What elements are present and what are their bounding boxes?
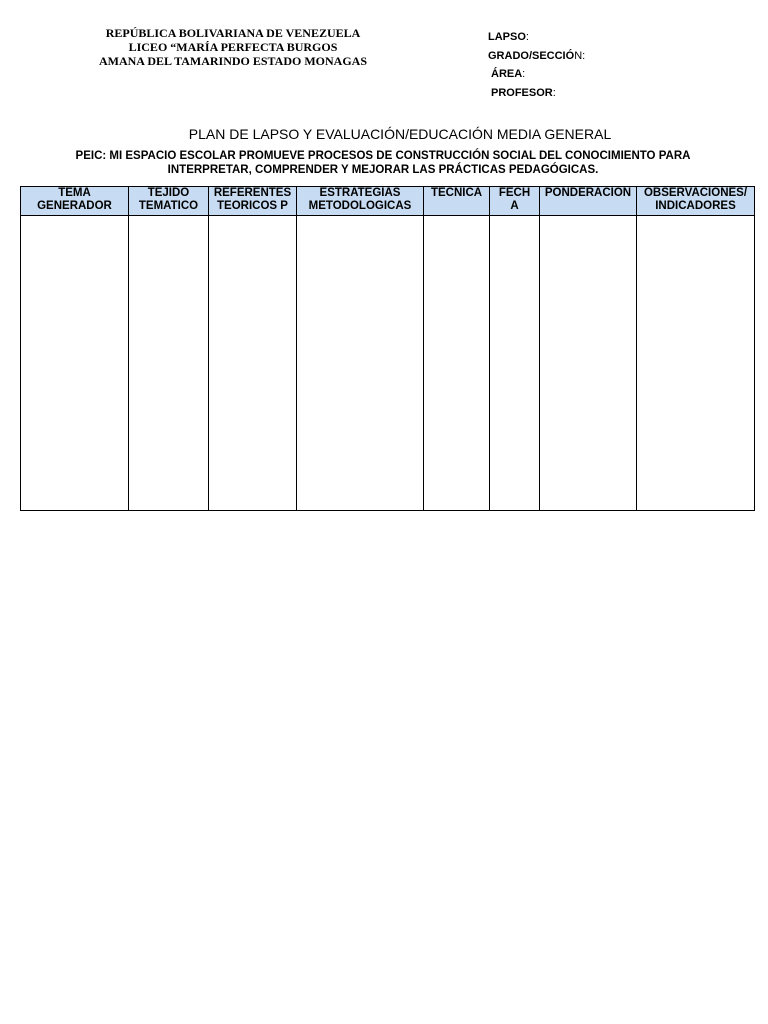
cell-referentes-teoricos[interactable] (209, 216, 297, 511)
column-header-tecnica: TÉCNICA (424, 187, 490, 216)
cell-ponderacion[interactable] (540, 216, 637, 511)
cell-fecha[interactable] (490, 216, 540, 511)
grado-seccion-suffix: N: (574, 49, 586, 62)
area-label: ÁREA (491, 68, 523, 80)
plan-table (20, 186, 755, 511)
peic-statement (40, 150, 726, 177)
institution-line-2: LICEO “MARÍA PERFECTA BURGOS (128, 40, 338, 54)
column-header-observaciones-indicadores: OBSERVACIONES/ INDICADORES (637, 187, 755, 216)
cell-estrategias-metodologicas[interactable] (297, 216, 424, 511)
document-meta-fields (488, 28, 585, 102)
area-field (488, 65, 585, 84)
profesor-colon: : (552, 86, 556, 99)
column-header-tejido-tematico: TEJIDO TEMATICO (129, 187, 209, 216)
table-row (21, 216, 755, 511)
column-header-tema-generador: TEMA GENERADOR (21, 187, 129, 216)
table-header-row (21, 187, 755, 216)
cell-tema-generador[interactable] (21, 216, 129, 511)
column-header-estrategias-metodologicas: ESTRATEGIAS METODOLOGICAS (297, 187, 424, 216)
column-header-fecha: FECH A (490, 187, 540, 216)
grado-seccion-field (488, 47, 585, 66)
grado-seccion-label: GRADO/SECCIÓ (488, 49, 575, 62)
lapso-colon: : (525, 31, 529, 43)
lapso-label: LAPSO (488, 31, 526, 43)
profesor-field (488, 84, 585, 103)
institution-header (95, 26, 371, 68)
institution-line-1: REPÚBLICA BOLIVARIANA DE VENEZUELA (105, 26, 361, 40)
profesor-label: PROFESOR (491, 86, 553, 99)
column-header-referentes-teoricos: REFERENTES TEORICOS P (209, 187, 297, 216)
column-header-ponderacion: PONDERACION (540, 187, 637, 216)
peic-line-1: PEIC: MI ESPACIO ESCOLAR PROMUEVE PROCESOS DE CONSTRUCCIÓN SOCIAL DEL CONOCIMIENTO PARA (75, 150, 691, 162)
peic-line-2: INTERPRETAR, COMPRENDER Y MEJORAR LAS PRÁCTICAS PEDAGÓGICAS. (167, 163, 599, 176)
document-title: PLAN DE LAPSO Y EVALUACIÓN/EDUCACIÓN MEDIA GENERAL (188, 126, 612, 142)
cell-tecnica[interactable] (424, 216, 490, 511)
institution-line-3: AMANA DEL TAMARINDO ESTADO MONAGAS (98, 54, 368, 68)
cell-tejido-tematico[interactable] (129, 216, 209, 511)
lapso-field (488, 28, 585, 47)
area-colon: : (522, 68, 526, 80)
cell-observaciones-indicadores[interactable] (637, 216, 755, 511)
